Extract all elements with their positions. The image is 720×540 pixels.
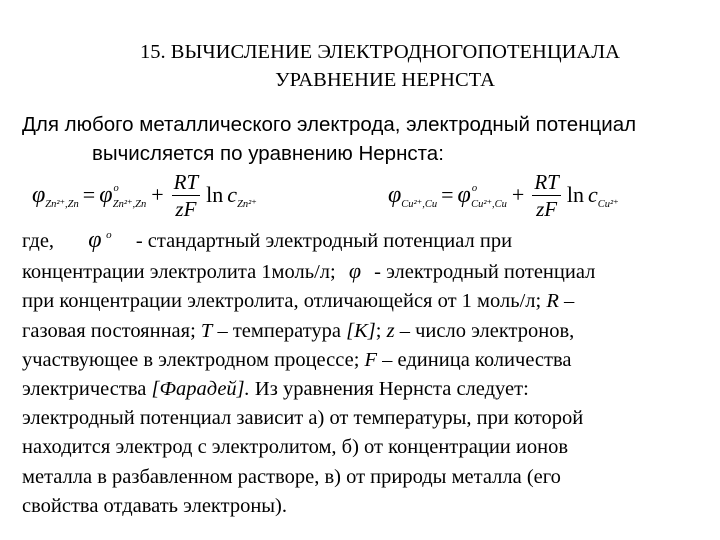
- text-segment: Из уравнения Нернста следует:: [249, 378, 529, 401]
- formula-fraction: [172, 169, 201, 222]
- formula-rhs-subscript: Cu²⁺,Cu: [471, 199, 507, 210]
- where-label: где,: [22, 230, 55, 252]
- formula-equals: =: [441, 182, 454, 207]
- formula-phi: φ: [388, 181, 402, 208]
- text-line: [22, 256, 712, 287]
- text-segment: – температура: [212, 319, 347, 342]
- formula-lhs-subscript: Zn²⁺,Zn: [45, 199, 79, 210]
- formula-lhs-subscript: Cu²⁺,Cu: [401, 199, 438, 210]
- potential-symbol: φ: [348, 258, 361, 284]
- intro-line-2: вычисляется по уравнению Нернста:: [92, 142, 444, 165]
- text-segment: газовая постоянная;: [22, 319, 201, 342]
- phi-letter: φ: [88, 227, 102, 253]
- text-line: электродный потенциал зависит а) от температуры, при которой: [22, 407, 584, 430]
- text-segment: – число электронов,: [394, 319, 575, 342]
- intro-text: [22, 110, 636, 168]
- text-line: металла в разбавленном растворе, в) от природы металла (его: [22, 465, 561, 488]
- formula-concentration-subscript: Zn²⁺: [237, 199, 257, 210]
- formula-phi-standard: φ: [99, 181, 113, 208]
- unit-kelvin: [K]: [346, 319, 376, 342]
- unit-faraday: [Фарадей].: [151, 378, 250, 401]
- slide-title: [0, 38, 720, 94]
- text-line: свойства отдавать электроны).: [22, 494, 288, 517]
- text-line: [22, 226, 712, 256]
- symbol-R: R: [546, 290, 559, 313]
- explanation-text: [22, 226, 712, 521]
- formula-plus: +: [151, 182, 164, 207]
- formula-denominator: zF: [175, 196, 197, 221]
- text-segment: – единица количества: [377, 348, 572, 371]
- text-segment: при концентрации электролита, отличающейся от 1 моль/л;: [22, 290, 547, 313]
- formula-standard-superscript: o: [113, 182, 119, 194]
- text-line: [22, 287, 712, 316]
- formula-standard-superscript: o: [471, 182, 478, 194]
- formula-ln: ln: [206, 182, 224, 207]
- text-segment: электричества: [22, 378, 152, 401]
- formula-equals: =: [82, 182, 96, 207]
- formula-phi: φ: [32, 181, 46, 208]
- text-segment: - электродный потенциал: [374, 261, 596, 284]
- text-segment: участвующее в электродном процессе;: [22, 348, 365, 371]
- formula-concentration: c: [587, 182, 598, 207]
- text-line: находится электрод с электролитом, б) от концентрации ионов: [22, 436, 569, 459]
- formula-phi-standard: φ: [457, 181, 471, 208]
- symbol-z: z: [386, 319, 395, 342]
- formula-numerator: RT: [173, 169, 199, 194]
- text-segment: –: [558, 290, 575, 313]
- text-segment: ;: [375, 319, 387, 342]
- nernst-formula-zinc: [32, 166, 257, 224]
- formula-concentration-subscript: Cu²⁺: [597, 199, 619, 210]
- text-segment: - стандартный электродный потенциал при: [135, 230, 513, 252]
- symbol-T: T: [200, 319, 213, 342]
- title-line-2: УРАВНЕНИЕ НЕРНСТА: [275, 69, 495, 91]
- text-line: [22, 346, 712, 375]
- formula-ln: ln: [566, 182, 584, 207]
- formula-numerator: RT: [534, 169, 559, 194]
- formula-concentration: c: [227, 182, 238, 207]
- text-segment: концентрации электролита 1моль/л;: [22, 261, 336, 284]
- text-line: [22, 317, 712, 346]
- standard-superscript: o: [106, 229, 112, 241]
- symbol-F: F: [364, 348, 378, 371]
- formula-rhs-subscript: Zn²⁺,Zn: [112, 199, 147, 210]
- intro-line-1: Для любого металлического электрода, электродный потенциал: [22, 113, 637, 136]
- formula-fraction: [532, 169, 561, 222]
- text-line: [22, 375, 712, 404]
- nernst-formula-copper: [388, 166, 619, 224]
- title-line-1: 15. ВЫЧИСЛЕНИЕ ЭЛЕКТРОДНОГОПОТЕНЦИАЛА: [140, 41, 620, 63]
- formula-plus: +: [511, 182, 525, 207]
- formula-denominator: zF: [536, 196, 558, 221]
- standard-potential-symbol: [88, 226, 112, 255]
